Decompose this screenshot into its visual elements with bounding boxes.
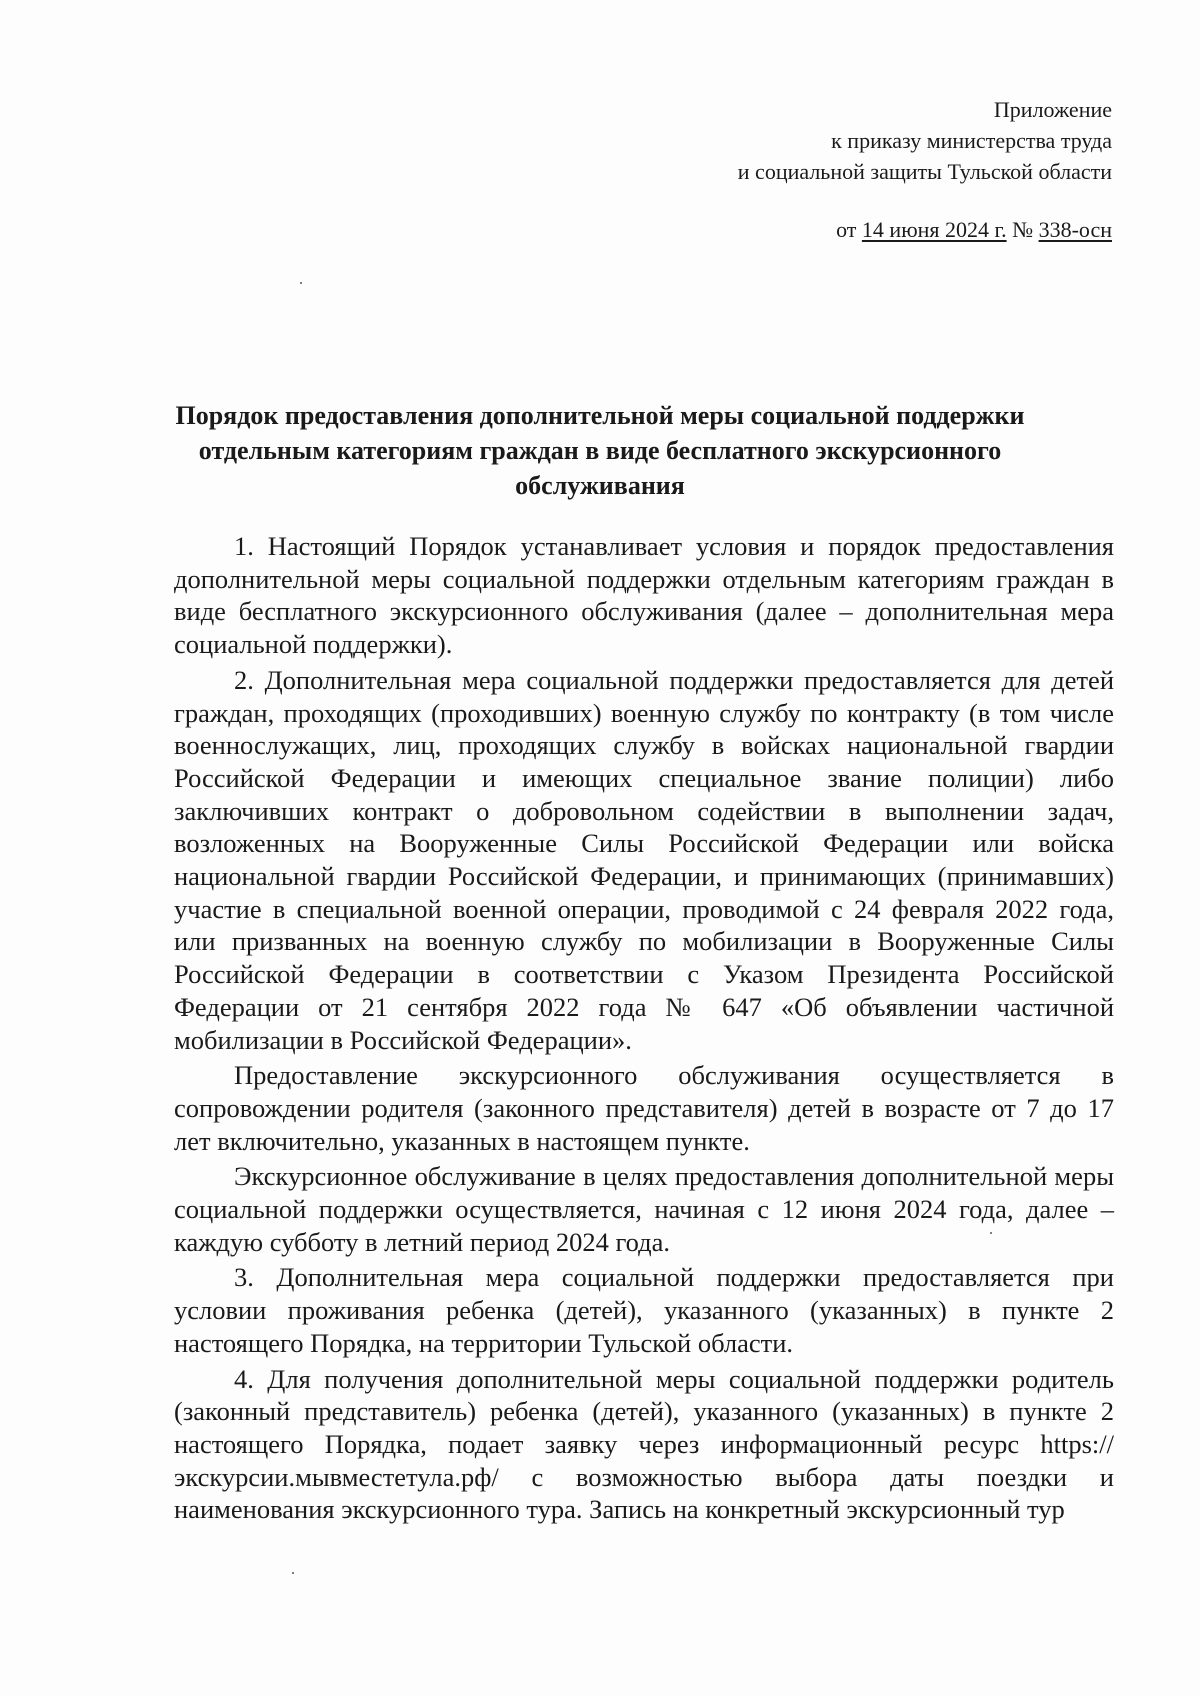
- scan-speck: [292, 1572, 294, 1574]
- title-line-1: Порядок предоставления дополнительной меры социальной поддержки: [175, 401, 1025, 430]
- title-line-2: отдельным категориям граждан в виде бесплатного экскурсионного: [198, 436, 1002, 465]
- order-date-line: [738, 214, 1112, 245]
- paragraph-1: 1. Настоящий Порядок устанавливает условия и порядок предоставления дополнительной меры социальной поддержки отдельным категориям граждан в виде бесплатного экскурсионного обслуживания (далее – дополнительная мера социальной поддержки).: [174, 531, 1114, 660]
- title-line-3: обслуживания: [515, 471, 685, 500]
- order-date: 14 июня 2024 г.: [861, 217, 1007, 242]
- document-title: [150, 398, 1050, 503]
- paragraph-2: 2. Дополнительная мера социальной поддержки предоставляется для детей граждан, проходящих (проходивших) военную службу по контракту (в том числе военнослужащих, лиц, проходящих службу в войсках национальной гвардии Российской Федерации и имеющих специальное звание полиции) либо заключивших контракт о добровольном содействии в выполнении задач, возложенных на Вооруженные Силы Российской Федерации или войска национальной гвардии Российской Федерации, и принимающих (принимавших) участие в специальной военной операции, проводимой с 24 февраля 2022 года, или призванных на военную службу по мобилизации в Вооруженные Силы Российской Федерации в соответствии с Указом Президента Российской Федерации от 21 сентября 2022 года № 647 «Об объявлении частичной мобилизации в Российской Федерации».: [174, 664, 1114, 1055]
- date-prefix: от: [836, 217, 862, 242]
- appendix-line-1: Приложение: [993, 97, 1112, 122]
- appendix-line-3: и социальной защиты Тульской области: [737, 159, 1112, 184]
- number-prefix: №: [1006, 217, 1039, 242]
- document-body: [174, 530, 1114, 1529]
- paragraph-5: 3. Дополнительная мера социальной поддержки предоставляется при условии проживания ребенка (детей), указанного (указанных) в пункте 2 настоящего Порядка, на территории Тульской области.: [174, 1262, 1114, 1358]
- order-number: 338-осн: [1038, 217, 1112, 242]
- appendix-header: [738, 94, 1112, 245]
- paragraph-4: Экскурсионное обслуживание в целях предоставления дополнительной меры социальной поддержки осуществляется, начиная с 12 июня 2024 года, далее – каждую субботу в летний период 2024 года.: [174, 1161, 1114, 1257]
- scan-speck: [990, 1232, 992, 1234]
- paragraph-6: 4. Для получения дополнительной меры социальной поддержки родитель (законный представитель) ребенка (детей), указанного (указанных) в пункте 2 настоящего Порядка, подает заявку через информационный ресурс https://экскурсии.мывместетула.рф/ с возможностью выбора даты поездки и наименования экскурсионного тура. Запись на конкретный экскурсионный тур: [174, 1363, 1114, 1525]
- scan-speck: [300, 282, 302, 284]
- appendix-line-2: к приказу министерства труда: [831, 128, 1112, 153]
- paragraph-3: Предоставление экскурсионного обслуживания осуществляется в сопровождении родителя (законного представителя) детей в возрасте от 7 до 17 лет включительно, указанных в настоящем пункте.: [174, 1060, 1114, 1156]
